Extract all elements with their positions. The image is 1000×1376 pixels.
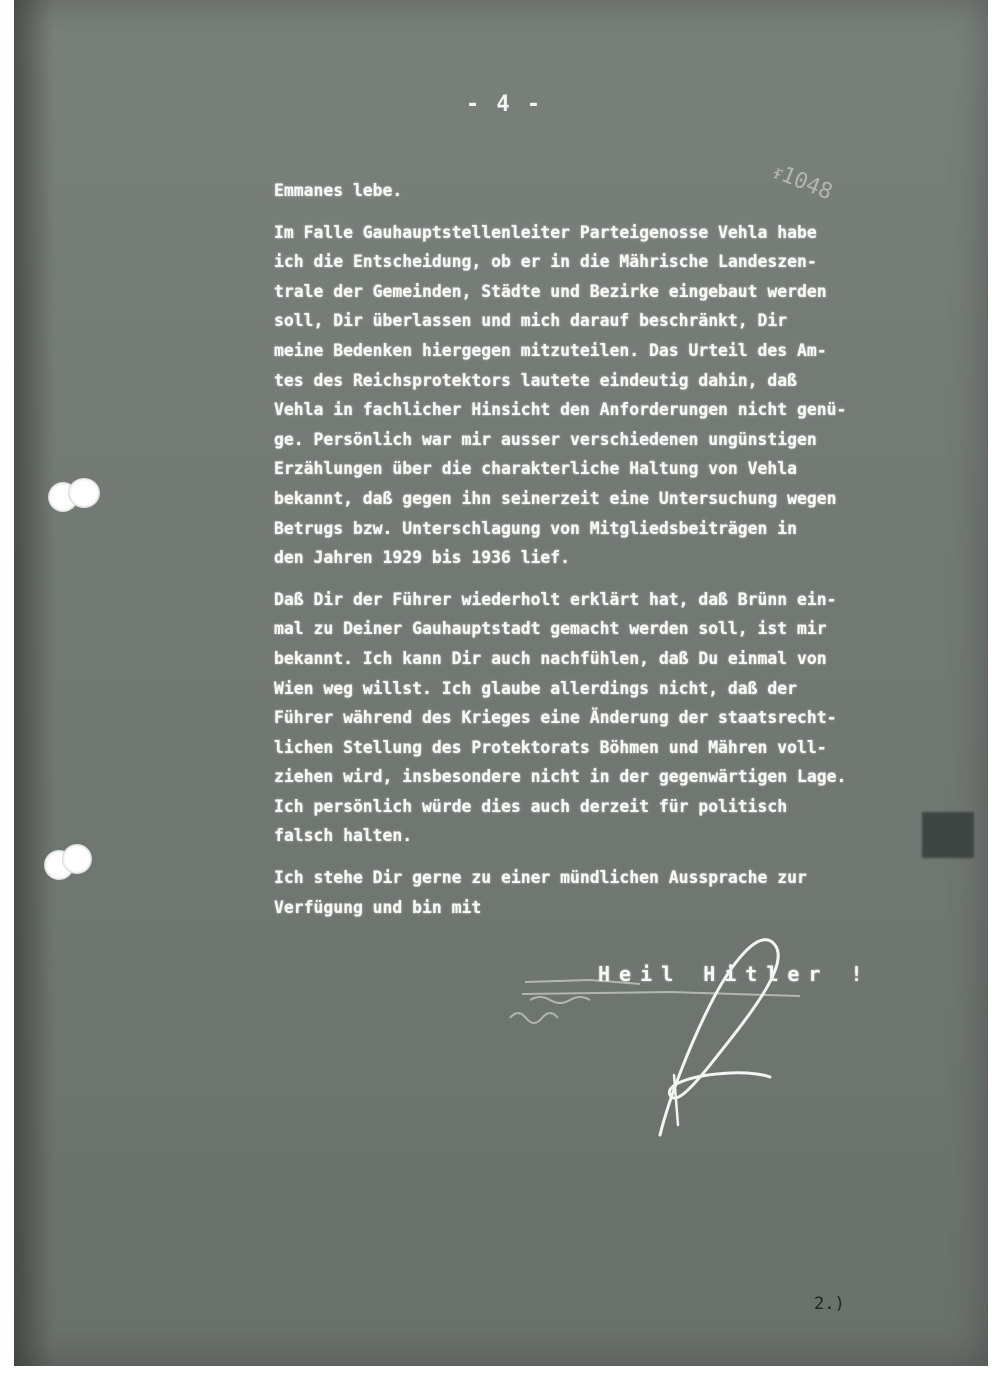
text-line: mal zu Deiner Gauhauptstadt gemacht werden soll, ist mir	[274, 619, 827, 639]
text-line: ge. Persönlich war mir ausser verschiedenen ungünstigen	[274, 429, 817, 449]
text-line: Erzählungen über die charakterliche Haltung von Vehla	[274, 459, 798, 479]
text-line: Daß Dir der Führer wiederholt erklärt hat, daß Brünn ein-	[274, 589, 837, 609]
punch-hole	[68, 478, 100, 508]
text-line: ich die Entscheidung, ob er in die Mährische Landeszen-	[274, 252, 817, 272]
text-line: bekannt. Ich kann Dir auch nachfühlen, daß Du einmal von	[274, 648, 827, 668]
text-line: lichen Stellung des Protektorats Böhmen und Mähren voll-	[274, 737, 827, 757]
text-line: trale der Gemeinden, Städte und Bezirke eingebaut werden	[274, 281, 827, 301]
paragraph-bruenn	[274, 585, 974, 851]
scan-dark-patch	[922, 812, 974, 858]
text-line: soll, Dir überlassen und mich darauf beschränkt, Dir	[274, 311, 788, 331]
handwritten-signature	[630, 925, 790, 1145]
text-line: falsch halten.	[274, 826, 413, 846]
text-line: Emmanes lebe.	[274, 181, 403, 200]
paragraph-closing	[274, 863, 974, 922]
text-line: Ich persönlich würde dies auch derzeit für politisch	[274, 796, 788, 816]
text-line: den Jahren 1929 bis 1936 lief.	[274, 548, 571, 568]
text-line: bekannt, daß gegen ihn seinerzeit eine Untersuchung wegen	[274, 488, 837, 508]
text-line: Vehla in fachlicher Hinsicht den Anforderungen nicht genü-	[274, 400, 847, 420]
text-line: Führer während des Krieges eine Änderung der staatsrecht-	[274, 708, 837, 728]
text-line: Wien weg willst. Ich glaube allerdings nicht, daß der	[274, 678, 798, 698]
text-line: Im Falle Gauhauptstellenleiter Parteigenosse Vehla habe	[274, 222, 817, 242]
bleed-through-mark: ᵲ1048	[770, 159, 836, 206]
text-line: Betrugs bzw. Unterschlagung von Mitgliedsbeiträgen in	[274, 518, 798, 538]
text-line: Ich stehe Dir gerne zu einer mündlichen Aussprache zur	[274, 868, 807, 888]
page-number: - 4 -	[465, 92, 543, 117]
sheet-edge-shadow	[14, 0, 54, 1366]
punch-hole	[62, 844, 92, 874]
closing-salutation: Heil Hitler !	[598, 962, 872, 986]
paragraph-vehla	[274, 218, 974, 573]
paragraph-salutation-end	[274, 176, 974, 206]
text-line: ziehen wird, insbesondere nicht in der gegenwärtigen Lage.	[274, 767, 847, 787]
footer-note: 2.)	[814, 1294, 845, 1314]
text-line: Verfügung und bin mit	[274, 897, 482, 917]
text-line: tes des Reichsprotektors lautete eindeutig dahin, daß	[274, 370, 798, 390]
letter-body	[274, 176, 974, 922]
text-line: meine Bedenken hiergegen mitzuteilen. Das Urteil des Am-	[274, 340, 827, 360]
